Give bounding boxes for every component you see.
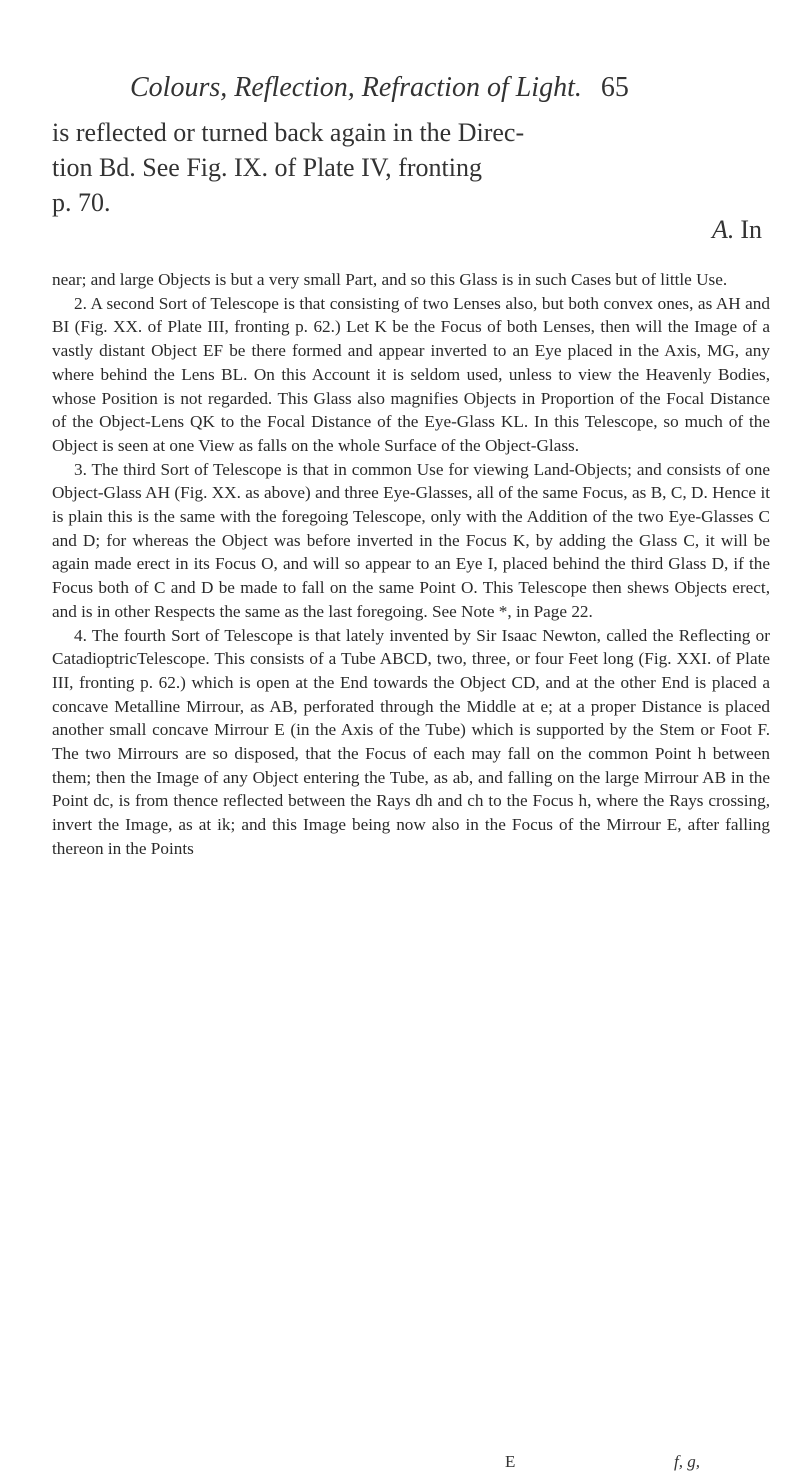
paragraph: 4. The fourth Sort of Telescope is that lately invented by Sir Isaac Newton, called the Reflecting or CatadioptricTelescope. This consists of a Tube ABCD, two, three, or four Feet long (Fig. XXI. of Plate III, fronting p. 62.) which is open at the End towards the Object CD, and at the other End is placed a concave Metalline Mirrour, as AB, perforated through the Middle at e; at a proper Distance is placed another small concave Mirrour E (in the Axis of the Tube) which is supported by the Stem or Foot F. The two Mirrours are so disposed, that the Focus of each may fall on the common Point h between them; then the Image of any Object entering the Tube, as ab, and falling on the large Mirrour AB in the Point dc, is from thence reflected between the Rays dh and ch to the Focus h, where the Rays crossing, invert the Image, as at ik; and this Image being now also in the Focus of the Mirrour E, after falling thereon in the Points <box>52 625 770 858</box>
running-head <box>130 72 770 104</box>
text-line: is reflected or turned back again in the Direc- <box>52 118 525 147</box>
catchword <box>712 215 762 245</box>
signature-mark: E <box>505 1452 516 1471</box>
bottom-catchword: f, g, <box>674 1452 700 1471</box>
text-line: tion Bd. See Fig. IX. of Plate IV, fronting <box>52 153 482 182</box>
signature-line <box>505 1452 770 1472</box>
body-text <box>52 268 770 861</box>
text-line: p. 70. <box>52 188 111 217</box>
catchword-letter: A. <box>711 215 735 244</box>
paragraph: near; and large Objects is but a very small Part, and so this Glass is in such Cases but of little Use. <box>52 270 728 289</box>
continued-text <box>52 115 770 220</box>
page-number: 65 <box>600 72 629 103</box>
catchword-word: In <box>740 215 762 244</box>
paragraph: 2. A second Sort of Telescope is that consisting of two Lenses also, but both convex ones, as AH and BI (Fig. XX. of Plate III, fronting p. 62.) Let K be the Focus of both Lenses, then will the Image of a vastly distant Object EF be there formed and appear inverted to an Eye placed in the Axis, MG, any where behind the Lens BL. On this Account it is seldom used, unless to view the Heavenly Bodies, whose Position is not regarded. This Glass also magnifies Objects in Proportion of the Focal Distance of the Object-Lens QK to the Focal Distance of the Eye-Glass KL. In this Telescope, so much of the Object is seen at one View as falls on the whole Surface of the Object-Glass. <box>52 293 770 455</box>
paragraph: 3. The third Sort of Telescope is that in common Use for viewing Land-Objects; and consists of one Object-Glass AH (Fig. XX. as above) and three Eye-Glasses, all of the same Focus, as B, C, D. Hence it is plain this is the same with the foregoing Telescope, only with the Addition of the two Eye-Glasses C and D; for whereas the Object was before inverted in the Focus K, by adding the Glass C, it will be again made erect in its Focus O, and will so appear to an Eye I, placed behind the third Glass D, if the Focus both of C and D be made to fall on the same Point O. This Telescope then shews Objects erect, and is in other Respects the same as the last foregoing. See Note *, in Page 22. <box>52 459 770 621</box>
running-title: Colours, Reflection, Refraction of Light. <box>130 72 582 103</box>
